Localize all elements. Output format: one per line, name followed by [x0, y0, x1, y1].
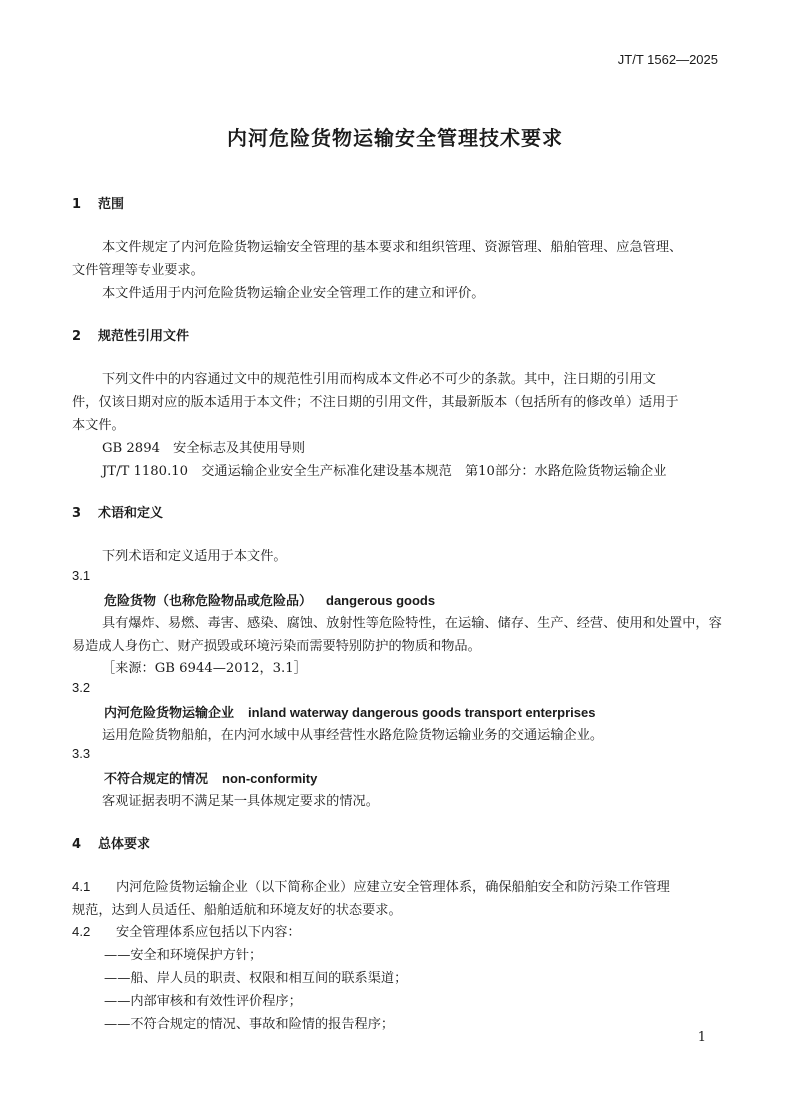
section-3-heading [72, 502, 163, 521]
list-item: ——内部审核和有效性评价程序； [104, 994, 302, 1009]
section-number: 1 [72, 197, 82, 212]
term-number: 3.1 [72, 568, 91, 583]
paragraph-line: 文件管理等专业要求。 [72, 263, 204, 278]
reference-item: JT/T 1180.10 交通运输企业安全生产标准化建设基本规范 第10部分：水路危险货物运输企业 [102, 464, 667, 479]
section-1-heading [72, 193, 124, 212]
term-chinese: 内河危险货物运输企业 [104, 706, 235, 721]
definition-line: 易造成人身伤亡、财产损毁或环境污染而需要特别防护的物质和物品。 [72, 639, 481, 654]
section-4-heading [72, 833, 150, 852]
term-heading [104, 702, 595, 721]
section-number: 3 [72, 506, 82, 521]
section-2-heading [72, 325, 189, 344]
paragraph-line: 本文件。 [72, 418, 125, 433]
paragraph-line: 下列术语和定义适用于本文件。 [102, 549, 287, 564]
paragraph-line: 件，仅该日期对应的版本适用于本文件；不注日期的引用文件，其最新版本（包括所有的修改单）适用于 [72, 395, 679, 410]
paragraph-line: 本文件规定了内河危险货物运输安全管理的基本要求和组织管理、资源管理、船舶管理、应急管理、 [102, 240, 683, 255]
clause [72, 921, 301, 940]
term-number: 3.2 [72, 680, 91, 695]
section-title: 术语和定义 [98, 506, 164, 521]
term-source: ［来源：GB 6944—2012，3.1］ [102, 661, 307, 676]
term-chinese: 危险货物（也称危险物品或危险品） [104, 594, 313, 609]
term-heading [104, 590, 435, 609]
section-number: 4 [72, 837, 82, 852]
section-title: 范围 [98, 197, 125, 212]
section-title: 总体要求 [98, 837, 151, 852]
paragraph-line: 本文件适用于内河危险货物运输企业安全管理工作的建立和评价。 [102, 286, 485, 301]
paragraph-line: 下列文件中的内容通过文中的规范性引用而构成本文件必不可少的条款。其中，注日期的引用文 [102, 372, 656, 387]
clause-text: 内河危险货物运输企业（以下简称企业）应建立安全管理体系，确保船舶安全和防污染工作管理 [116, 880, 670, 895]
paragraph-line: 规范，达到人员适任、船舶适航和环境友好的状态要求。 [72, 903, 402, 918]
term-chinese: 不符合规定的情况 [104, 772, 209, 787]
term-number: 3.3 [72, 746, 91, 761]
list-item: ——安全和环境保护方针； [104, 948, 263, 963]
term-heading [104, 768, 317, 787]
list-item: ——船、岸人员的职责、权限和相互间的联系渠道； [104, 971, 408, 986]
clause-number: 4.1 [72, 879, 91, 894]
reference-item: GB 2894 安全标志及其使用导则 [102, 441, 306, 456]
definition-line: 具有爆炸、易燃、毒害、感染、腐蚀、放射性等危险特性，在运输、储存、生产、经营、使用和处置中，容 [102, 616, 722, 631]
standard-number: JT/T 1562—2025 [617, 52, 718, 67]
page-number: 1 [697, 1030, 706, 1045]
section-title: 规范性引用文件 [98, 329, 190, 344]
term-english: inland waterway dangerous goods transport enterprises [248, 705, 596, 720]
list-item: ——不符合规定的情况、事故和险情的报告程序； [104, 1017, 395, 1032]
section-number: 2 [72, 329, 82, 344]
document-title: 内河危险货物运输安全管理技术要求 [227, 126, 563, 150]
definition-line: 客观证据表明不满足某一具体规定要求的情况。 [102, 794, 379, 809]
clause [72, 876, 670, 895]
definition-line: 运用危险货物船舶，在内河水域中从事经营性水路危险货物运输业务的交通运输企业。 [102, 728, 604, 743]
clause-text: 安全管理体系应包括以下内容： [116, 925, 301, 940]
term-english: non-conformity [222, 771, 318, 786]
clause-number: 4.2 [72, 924, 91, 939]
term-english: dangerous goods [326, 593, 436, 608]
